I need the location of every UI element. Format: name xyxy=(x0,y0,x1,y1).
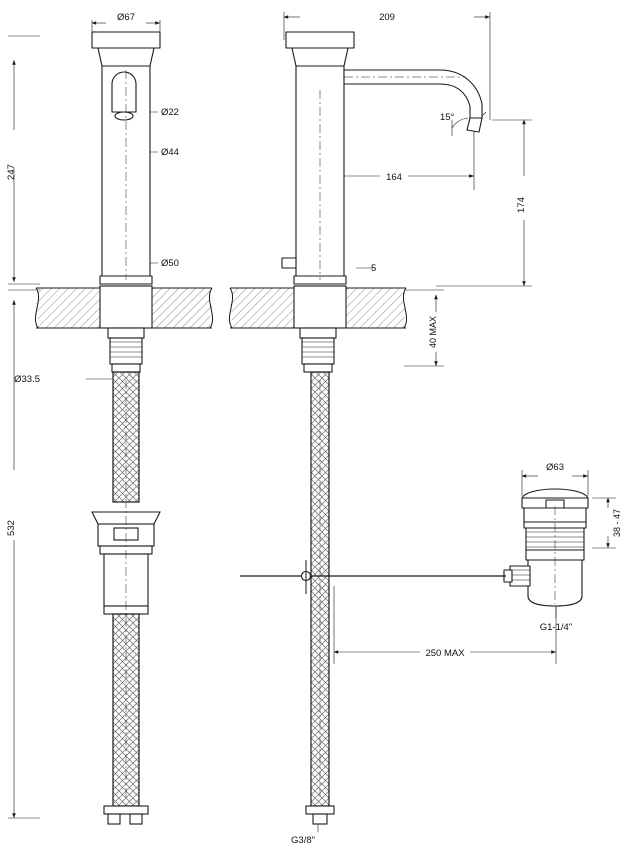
dim-cap-diameter: Ø63 xyxy=(546,462,564,473)
dim-base-diameter: Ø50 xyxy=(161,258,179,269)
dim-waste-thread: G1-1/4" xyxy=(539,622,573,633)
pop-up-waste-geometry xyxy=(240,489,588,606)
dim-aerator-diameter: Ø22 xyxy=(161,107,179,118)
dim-adjust-range: 38 - 47 xyxy=(612,508,622,538)
dim-shank-diameter: Ø33.5 xyxy=(14,374,40,385)
dim-spout-height: 174 xyxy=(516,197,527,213)
dim-deck-thickness-max: 40 MAX xyxy=(428,315,438,349)
dim-body-diameter: Ø44 xyxy=(161,147,179,158)
dim-lever-clearance: 5 xyxy=(371,263,377,274)
dim-total-height: 532 xyxy=(6,520,17,536)
dim-height-above-deck: 247 xyxy=(6,164,17,180)
dim-spout-angle: 15° xyxy=(440,112,455,123)
side-elevation-geometry xyxy=(282,32,482,284)
dim-supply-thread: G3/8" xyxy=(291,835,315,846)
dim-rod-length-max: 250 MAX xyxy=(425,648,465,659)
front-shank-and-hose xyxy=(92,328,160,824)
dim-spout-top-diameter: Ø67 xyxy=(117,12,135,23)
dim-spout-reach-overall: 209 xyxy=(379,12,395,23)
front-elevation-geometry xyxy=(92,32,160,284)
dim-spout-reach: 164 xyxy=(386,172,402,183)
counter-section-left xyxy=(35,286,212,328)
counter-section-right xyxy=(229,286,406,328)
